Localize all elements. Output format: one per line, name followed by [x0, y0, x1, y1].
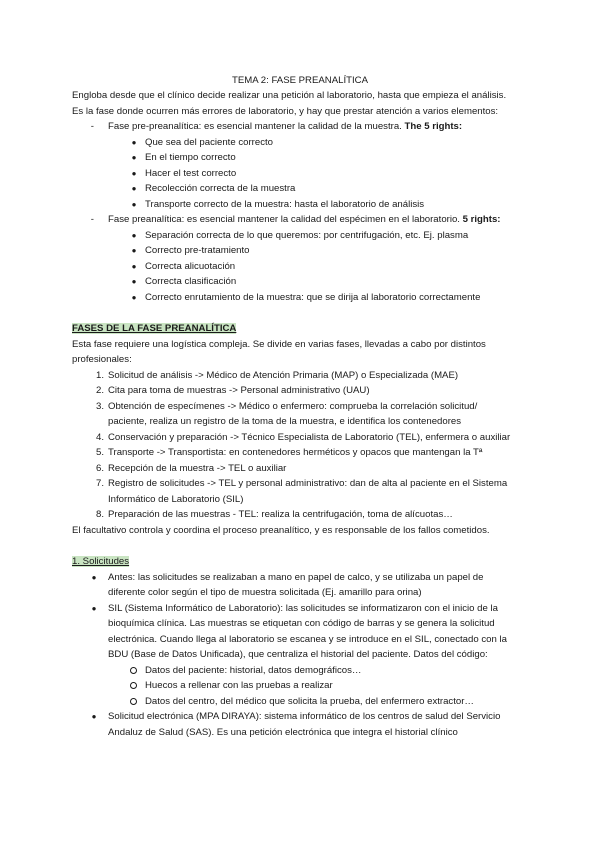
list-item: Separación correcta de lo que queremos: por centrifugación, etc. Ej. plasma — [145, 230, 469, 241]
sil-line-1: SIL (Sistema Informático de Laboratorio): las solicitudes se informatizaron con el inicio de la — [108, 603, 498, 614]
sil-sub-item: Huecos a rellenar con las pruebas a realizar — [145, 680, 333, 691]
circle-bullet-icon — [130, 667, 137, 674]
bullet-icon: ● — [131, 153, 137, 162]
sil-sub-item: Datos del centro, del médico que solicita la prueba, del enfermero extractor… — [145, 696, 475, 707]
bullet-icon: ● — [131, 200, 137, 209]
intro-line-2: Es la fase donde ocurren más errores de laboratorio, y hay que prestar atención a varios elementos: — [72, 106, 499, 117]
list-item: Correcta clasificación — [145, 276, 237, 287]
bullet-icon: ● — [131, 293, 137, 302]
sil-sub-item: Datos del paciente: historial, datos demográficos… — [145, 665, 362, 676]
bullet-icon: ● — [91, 604, 97, 613]
bullet-icon: ● — [131, 138, 137, 147]
intro-line-1: Engloba desde que el clínico decide realizar una petición al laboratorio, hasta que empieza el análisis. — [72, 90, 507, 101]
sil-line-4: BDU (Base de Datos Unificada), que centraliza el historial del paciente. Datos del código: — [108, 649, 488, 660]
list-number: 4. — [95, 432, 104, 443]
list-item-continuation: paciente, realiza un registro de la toma de la muestra, e identifica los contenedores — [108, 416, 462, 427]
bullet-icon: ● — [131, 262, 137, 271]
list-item: Transporte -> Transportista: en contenedores herméticos y opacos que mantengan la Tª — [108, 447, 483, 458]
sil-line-3: electrónica. Cuando llega al laboratorio se escanea y se introduce en el SIL, conectado con la — [108, 634, 507, 645]
list-item: Correcto enrutamiento de la muestra: que se dirija al laboratorio correctamente — [145, 292, 481, 303]
page-title: TEMA 2: FASE PREANALÍTICA — [232, 75, 368, 86]
list-item: Correcta alicuotación — [145, 261, 236, 272]
list-item: Recolección correcta de la muestra — [145, 183, 296, 194]
list-number: 8. — [95, 509, 104, 520]
section-heading-fases: FASES DE LA FASE PREANALÍTICA — [72, 323, 237, 334]
list-item: Solicitud de análisis -> Médico de Atención Primaria (MAP) o Especializada (MAE) — [108, 370, 459, 381]
fases-closing: El facultativo controla y coordina el proceso preanalítico, y es responsable de los fallos cometidos. — [72, 525, 490, 536]
circle-bullet-icon — [130, 682, 137, 689]
list-number: 2. — [95, 385, 104, 396]
dash-bullet: - — [90, 214, 94, 225]
dash-bullet: - — [90, 121, 94, 132]
fases-intro-2: profesionales: — [72, 354, 132, 365]
list-item: Transporte correcto de la muestra: hasta el laboratorio de análisis — [145, 199, 425, 210]
list-item: Registro de solicitudes -> TEL y personal administrativo: dan de alta al paciente en el Sistema — [108, 478, 508, 489]
bullet-icon: ● — [131, 231, 137, 240]
pre-preanalitica-text: Fase pre-preanalítica: es esencial mantener la calidad de la muestra. The 5 rights: — [108, 121, 463, 132]
bullet-icon: ● — [131, 277, 137, 286]
electronica-line-1: Solicitud electrónica (MPA DIRAYA): sistema informático de los centros de salud del Servicio — [108, 711, 501, 722]
bullet-icon: ● — [91, 573, 97, 582]
list-item: Obtención de especímenes -> Médico o enfermero: comprueba la correlación solicitud/ — [108, 401, 478, 412]
list-number: 6. — [95, 463, 104, 474]
bullet-icon: ● — [131, 184, 137, 193]
list-item: Preparación de las muestras - TEL: realiza la centrifugación, toma de alícuotas… — [108, 509, 453, 520]
preanalitica-text: Fase preanalítica: es esencial mantener la calidad del espécimen en el laboratorio. 5 rights: — [108, 214, 501, 225]
list-number: 1. — [95, 370, 104, 381]
list-number: 5. — [95, 447, 104, 458]
bullet-icon: ● — [91, 712, 97, 721]
list-item: Hacer el test correcto — [145, 168, 237, 179]
fases-intro-1: Esta fase requiere una logística compleja. Se divide en varias fases, llevadas a cabo por distintos — [72, 339, 486, 350]
sil-line-2: bioquímica clínica. Las muestras se etiquetan con código de barras y se genera la solicitud — [108, 618, 495, 629]
list-item: Recepción de la muestra -> TEL o auxiliar — [108, 463, 287, 474]
list-item: Que sea del paciente correcto — [145, 137, 273, 148]
list-item: Conservación y preparación -> Técnico Especialista de Laboratorio (TEL), enfermera o auxiliar — [108, 432, 511, 443]
electronica-line-2: Andaluz de Salud (SAS). Es una petición electrónica que integra el historial clínico — [108, 727, 458, 738]
bullet-icon: ● — [131, 246, 137, 255]
circle-bullet-icon — [130, 698, 137, 705]
bullet-icon: ● — [131, 169, 137, 178]
list-item-continuation: Informático de Laboratorio (SIL) — [108, 494, 244, 505]
list-number: 3. — [95, 401, 104, 412]
antes-line-2: diferente color según el tipo de muestra solicitada (Ej. amarillo para orina) — [108, 587, 422, 598]
list-item: En el tiempo correcto — [145, 152, 236, 163]
list-item: Correcto pre-tratamiento — [145, 245, 250, 256]
list-number: 7. — [95, 478, 104, 489]
list-item: Cita para toma de muestras -> Personal administrativo (UAU) — [108, 385, 370, 396]
antes-line-1: Antes: las solicitudes se realizaban a mano en papel de calco, y se utilizaba un papel de — [108, 572, 484, 583]
section-heading-solicitudes: 1. Solicitudes — [72, 556, 130, 567]
